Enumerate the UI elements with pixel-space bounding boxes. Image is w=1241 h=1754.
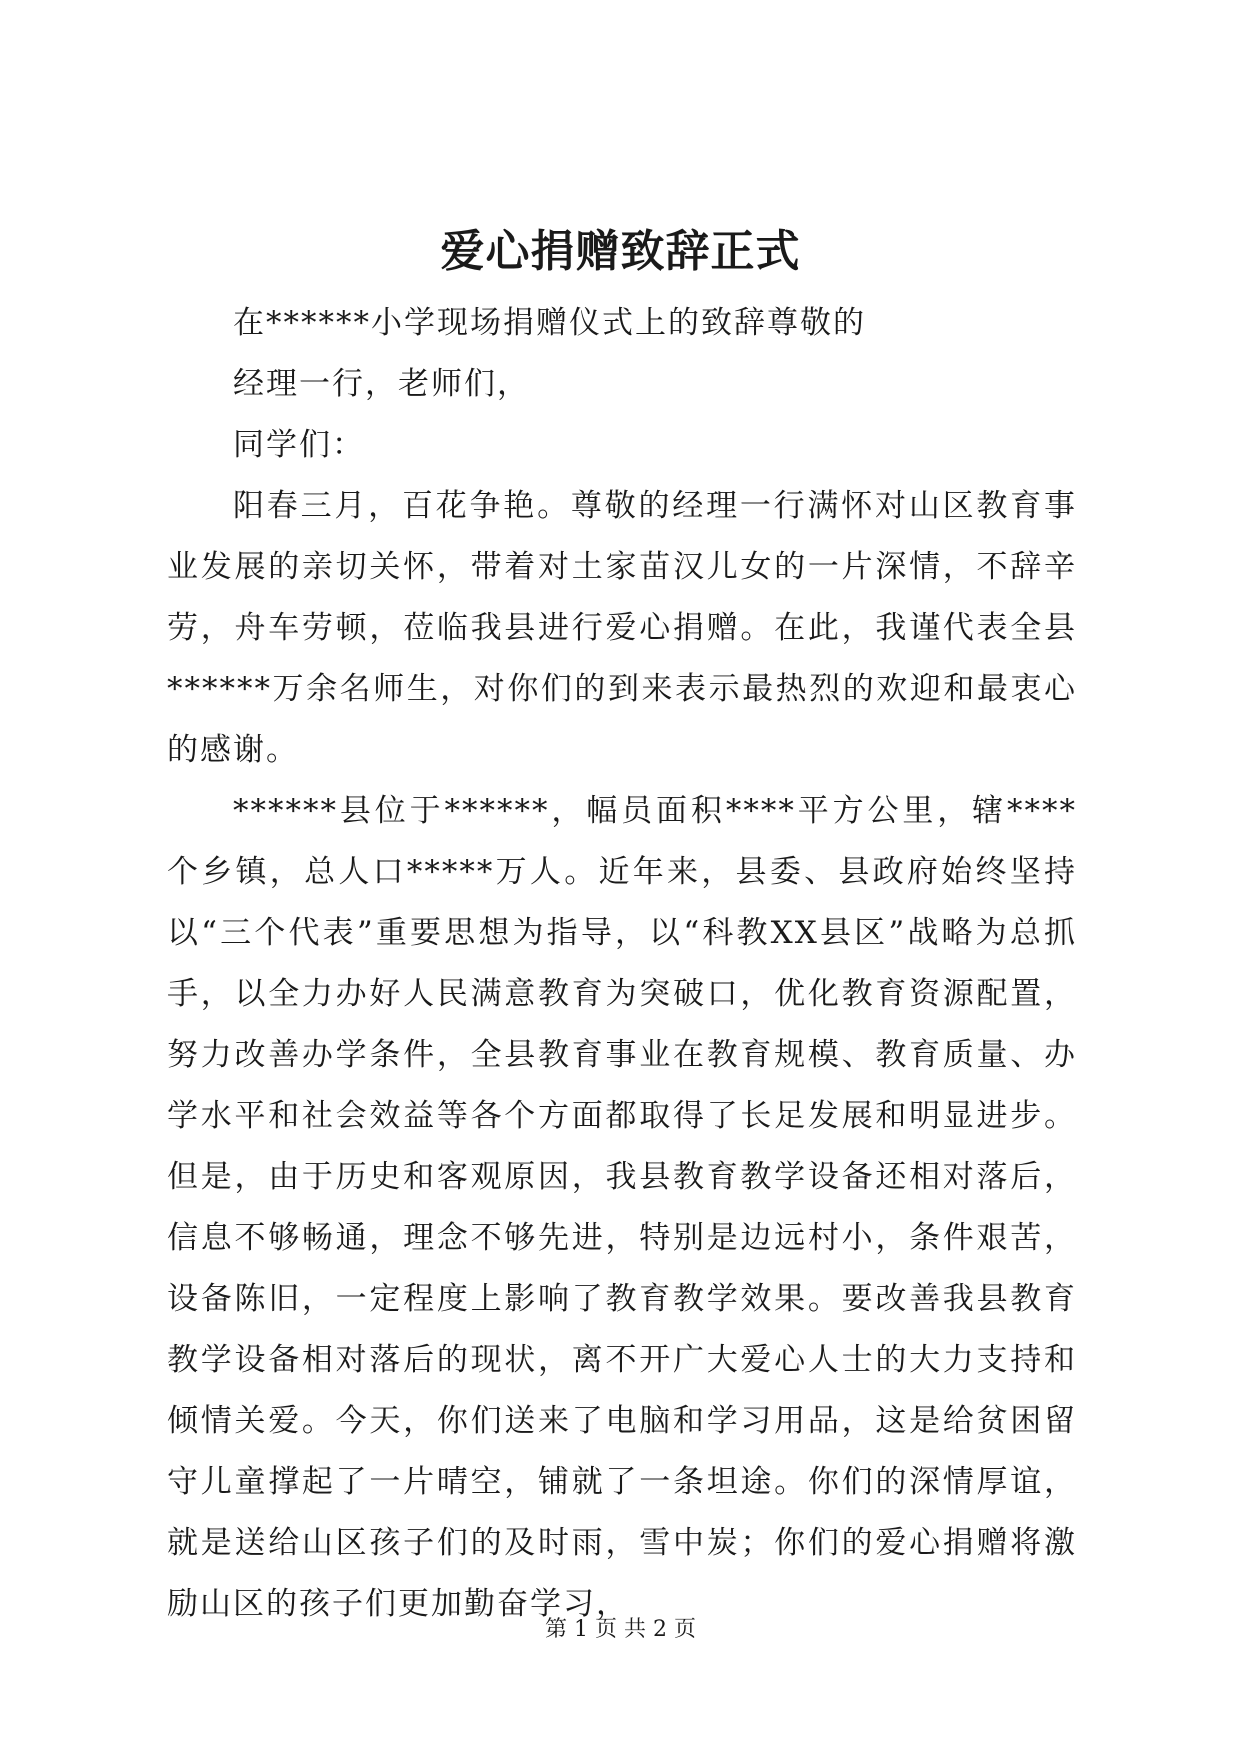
paragraph-salutation: 经理一行，老师们， — [233, 366, 530, 402]
document-title: 爱心捐赠致辞正式 — [440, 226, 801, 277]
paragraph-salutation-students: 同学们： — [233, 427, 365, 463]
paragraph-greeting: 在******小学现场捐赠仪式上的致辞尊敬的 — [233, 305, 866, 341]
paragraph-welcome: 阳春三月，百花争艳。尊敬的经理一行满怀对山区教育事业发展的亲切关怀，带着对土家苗汉儿女的一片深情，不辞辛劳，舟车劳顿，莅临我县进行爱心捐赠。在此，我谨代表全县******万余名师生，对你们的到来表示最热烈的欢迎和最衷心的感谢。 — [167, 488, 1077, 768]
paragraph-county-intro: ******县位于******，幅员面积****平方公里，辖****个乡镇，总人口*****万人。近年来，县委、县政府始终坚持以“三个代表”重要思想为指导，以“科教XX县区”战略为总抓手，以全力办好人民满意教育为突破口，优化教育资源配置，努力改善办学条件，全县教育事业在教育规模、教育质量、办学水平和社会效益等各个方面都取得了长足发展和明显进步。但是，由于历史和客观原因，我县教育教学设备还相对落后，信息不够畅通，理念不够先进，特别是边远村小，条件艰苦，设备陈旧，一定程度上影响了教育教学效果。要改善我县教育教学设备相对落后的现状，离不开广大爱心人士的大力支持和倾情关爱。今天，你们送来了电脑和学习用品，这是给贫困留守儿童撑起了一片晴空，铺就了一条坦途。你们的深情厚谊，就是送给山区孩子们的及时雨，雪中炭；你们的爱心捐赠将激励山区的孩子们更加勤奋学习， — [167, 793, 1077, 1622]
document-body — [167, 293, 1077, 1635]
page-footer: 第 1 页 共 2 页 — [545, 1617, 696, 1642]
